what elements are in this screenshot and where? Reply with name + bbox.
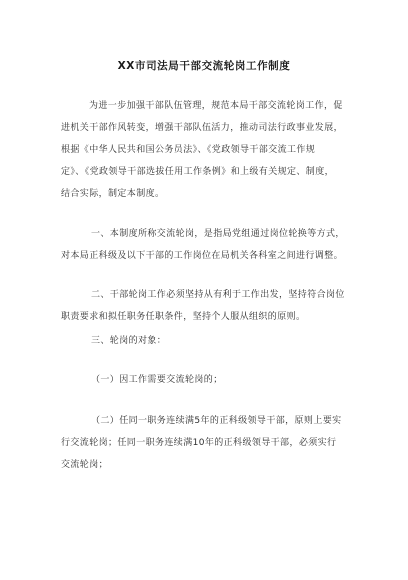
paragraph-item-1 — [91, 369, 223, 391]
paragraph-line: 对本局正科级及以下干部的工作岗位在局机关各科室之间进行调整。 — [61, 251, 344, 261]
paragraph-line: 进机关干部作风转变，增强干部队伍活力，推动司法行政事业发展， — [61, 123, 344, 133]
paragraph-article-1 — [61, 223, 345, 267]
paragraph-line: 为进一步加强干部队伍管理，规范本局干部交流轮岗工作，促 — [89, 101, 343, 111]
paragraph-line: 三、轮岗的对象： — [91, 336, 167, 346]
paragraph-line: （二）任同一职务连续满5年的正科级领导干部，原则上要实 — [91, 416, 342, 426]
paragraph-article-3 — [91, 330, 166, 352]
paragraph-line: 根据《中华人民共和国公务员法》、《党政领导干部交流工作规 — [61, 145, 316, 155]
paragraph-item-2 — [61, 410, 342, 476]
paragraph-line: 一、本制度所称交流轮岗，是指局党组通过岗位轮换等方式， — [91, 229, 345, 239]
paragraph-line: （一）因工作需要交流轮岗的； — [91, 375, 223, 385]
paragraph-line: 行交流轮岗；任同一职务连续满10年的正科级领导干部，必须实行 — [61, 438, 337, 448]
paragraph-preamble — [61, 95, 344, 205]
paragraph-line: 二、干部轮岗工作必须坚持从有利于工作出发，坚持符合岗位 — [91, 290, 345, 300]
document-title: XX市司法局干部交流轮岗工作制度 — [117, 60, 291, 72]
paragraph-article-2 — [61, 284, 345, 328]
paragraph-line: 定》、《党政领导干部选拔任用工作条例》和上级有关规定、制度， — [61, 167, 335, 177]
paragraph-line: 结合实际，制定本制度。 — [61, 189, 165, 199]
paragraph-line: 交流轮岗； — [61, 460, 109, 470]
paragraph-line: 职责要求和拟任职务任职条件，坚持个人服从组织的原则。 — [61, 312, 306, 322]
